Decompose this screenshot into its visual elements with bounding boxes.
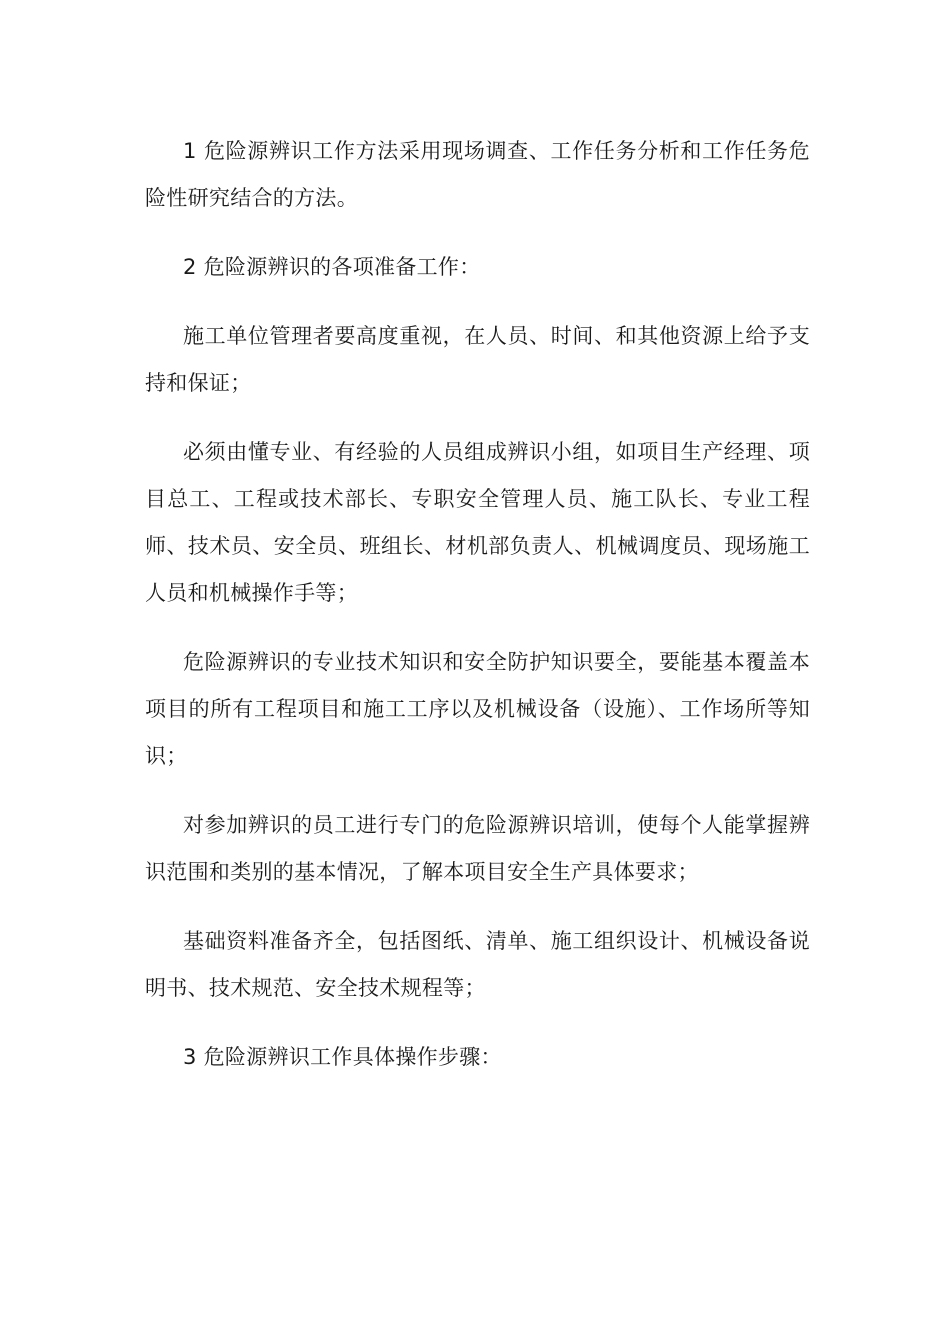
- paragraph-management-support: 施工单位管理者要高度重视，在人员、时间、和其他资源上给予支持和保证；: [145, 324, 810, 395]
- paragraph-knowledge-coverage: 危险源辨识的专业技术知识和安全防护知识要全，要能基本覆盖本项目的所有工程项目和施工工序以及机械设备（设施）、工作场所等知识；: [145, 650, 810, 768]
- paragraph-method: 1 危险源辨识工作方法采用现场调查、工作任务分析和工作任务危险性研究结合的方法。: [145, 139, 810, 210]
- document-body: [145, 128, 810, 1103]
- paragraph-base-materials: 基础资料准备齐全，包括图纸、清单、施工组织设计、机械设备说明书、技术规范、安全技术规程等；: [145, 929, 810, 1000]
- paragraph-preparation-heading: 2 危险源辨识的各项准备工作：: [183, 255, 481, 279]
- paragraph-team-composition: 必须由懂专业、有经验的人员组成辨识小组，如项目生产经理、项目总工、工程或技术部长、专职安全管理人员、施工队长、专业工程师、技术员、安全员、班组长、材机部负责人、机械调度员、现场施工人员和机械操作手等；: [145, 440, 810, 605]
- paragraph-training: 对参加辨识的员工进行专门的危险源辨识培训，使每个人能掌握辨识范围和类别的基本情况，了解本项目安全生产具体要求；: [145, 813, 810, 884]
- paragraph-steps-heading: 3 危险源辨识工作具体操作步骤：: [183, 1045, 502, 1069]
